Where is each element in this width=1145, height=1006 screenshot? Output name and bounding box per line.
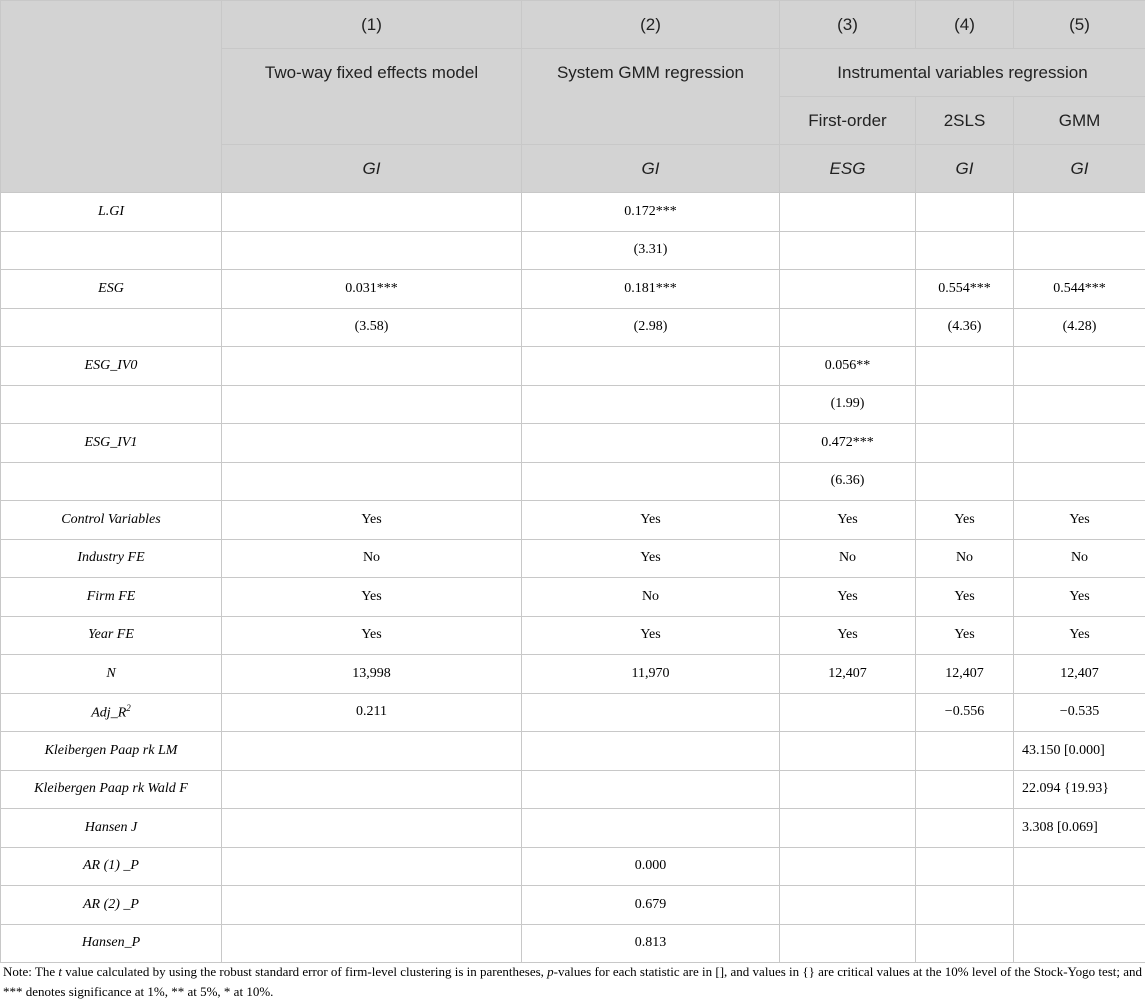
table-row (1, 655, 1145, 694)
row-label (1, 616, 222, 655)
note-mid: value calculated by using the robust standard error of firm-level clustering is in parentheses, (61, 964, 548, 979)
table-body (1, 193, 1145, 963)
cell-col-5 (1014, 462, 1145, 501)
cell-col-5 (1014, 424, 1145, 463)
cell-col-4 (916, 770, 1014, 809)
cell-col-4: No (916, 539, 1014, 578)
cell-col-1 (222, 809, 522, 848)
row-label-text: Industry FE (77, 550, 145, 566)
cell-col-2: 0.813 (522, 924, 780, 963)
table-row (1, 924, 1145, 963)
cell-col-1 (222, 462, 522, 501)
model-name-gmm: System GMM regression (522, 49, 780, 145)
table-row (1, 231, 1145, 270)
row-label (1, 193, 222, 232)
cell-col-3: 0.056** (780, 347, 916, 386)
col-number-4: (4) (916, 1, 1014, 49)
table-row (1, 693, 1145, 732)
cell-col-1: Yes (222, 578, 522, 617)
cell-col-2 (522, 347, 780, 386)
cell-col-4: 0.554*** (916, 270, 1014, 309)
row-label (1, 385, 222, 424)
row-label (1, 578, 222, 617)
cell-col-3 (780, 732, 916, 771)
iv-subhead-2sls: 2SLS (916, 97, 1014, 145)
cell-col-3: No (780, 539, 916, 578)
cell-col-2 (522, 809, 780, 848)
cell-col-4 (916, 809, 1014, 848)
row-label-text: ESG (98, 280, 124, 296)
cell-col-3 (780, 231, 916, 270)
cell-col-2: 0.679 (522, 886, 780, 925)
cell-col-2 (522, 385, 780, 424)
table-row (1, 732, 1145, 771)
row-label-text: Kleibergen Paap rk Wald F (34, 781, 188, 797)
row-label-text: ESG_IV0 (84, 357, 138, 373)
cell-col-1 (222, 886, 522, 925)
cell-col-2 (522, 462, 780, 501)
row-label (1, 655, 222, 694)
table-note (0, 962, 1144, 1002)
table-row (1, 308, 1145, 347)
col-number-2: (2) (522, 1, 780, 49)
cell-col-4: Yes (916, 578, 1014, 617)
row-label-text: Adj_R (91, 705, 127, 721)
row-label-text: AR (1) _P (83, 858, 139, 874)
cell-col-3: 0.472*** (780, 424, 916, 463)
row-label (1, 462, 222, 501)
cell-col-3 (780, 770, 916, 809)
row-label-text: Kleibergen Paap rk LM (44, 742, 178, 758)
row-label (1, 539, 222, 578)
cell-col-4 (916, 385, 1014, 424)
cell-col-3 (780, 924, 916, 963)
cell-col-3: 12,407 (780, 655, 916, 694)
cell-col-1 (222, 193, 522, 232)
col-number-3: (3) (780, 1, 916, 49)
row-label (1, 501, 222, 540)
cell-col-4 (916, 886, 1014, 925)
cell-col-1 (222, 924, 522, 963)
cell-col-5: (4.28) (1014, 308, 1145, 347)
row-label-text: Hansen_P (81, 935, 141, 951)
cell-col-1 (222, 770, 522, 809)
table-row (1, 886, 1145, 925)
row-label (1, 308, 222, 347)
row-label-text: ESG_IV1 (84, 434, 138, 450)
cell-col-5: Yes (1014, 501, 1145, 540)
cell-col-5: No (1014, 539, 1145, 578)
note-rest: -values for each statistic are in [], and values in {} are critical values at the 10% level of the Stock-Yogo test; and *** denotes significance at 1%, ** at 5%, * at 10%. (3, 964, 1143, 999)
row-label-text: N (106, 665, 116, 681)
cell-col-4: Yes (916, 616, 1014, 655)
cell-col-1: 0.211 (222, 693, 522, 732)
col-number-1: (1) (222, 1, 522, 49)
table-row (1, 270, 1145, 309)
row-label (1, 693, 222, 732)
cell-col-4 (916, 924, 1014, 963)
note-p-symbol: p (547, 964, 554, 979)
row-label (1, 847, 222, 886)
row-label-text: Control Variables (61, 511, 161, 527)
dep-var-2: GI (522, 145, 780, 193)
cell-col-1: 13,998 (222, 655, 522, 694)
table-row (1, 193, 1145, 232)
row-label (1, 347, 222, 386)
cell-col-5 (1014, 924, 1145, 963)
cell-col-2: Yes (522, 501, 780, 540)
cell-col-1 (222, 847, 522, 886)
cell-col-1 (222, 385, 522, 424)
table-row (1, 578, 1145, 617)
cell-col-5: 43.150 [0.000] (1014, 732, 1145, 771)
row-label (1, 770, 222, 809)
cell-col-2: 0.181*** (522, 270, 780, 309)
dep-var-3: ESG (780, 145, 916, 193)
cell-col-5: 22.094 {19.93} (1014, 770, 1145, 809)
table-row (1, 847, 1145, 886)
cell-col-2: (3.31) (522, 231, 780, 270)
row-label (1, 924, 222, 963)
cell-col-1: (3.58) (222, 308, 522, 347)
cell-col-2: No (522, 578, 780, 617)
cell-col-1 (222, 347, 522, 386)
table-row (1, 809, 1145, 848)
row-label-superscript: 2 (126, 702, 131, 713)
cell-col-2: 0.172*** (522, 193, 780, 232)
cell-col-1: No (222, 539, 522, 578)
dep-var-5: GI (1014, 145, 1145, 193)
cell-col-5: 3.308 [0.069] (1014, 809, 1145, 848)
cell-col-1 (222, 424, 522, 463)
cell-col-4: (4.36) (916, 308, 1014, 347)
cell-col-5 (1014, 847, 1145, 886)
cell-col-2: 0.000 (522, 847, 780, 886)
cell-col-2: Yes (522, 616, 780, 655)
cell-col-2 (522, 424, 780, 463)
cell-col-3 (780, 270, 916, 309)
cell-col-1 (222, 732, 522, 771)
row-label (1, 732, 222, 771)
cell-col-2: 11,970 (522, 655, 780, 694)
table-header (1, 1, 1145, 193)
row-label-text: AR (2) _P (83, 896, 139, 912)
cell-col-5 (1014, 385, 1145, 424)
cell-col-1 (222, 231, 522, 270)
header-row-column-numbers (1, 1, 1145, 49)
cell-col-3 (780, 847, 916, 886)
cell-col-4 (916, 193, 1014, 232)
table-row (1, 347, 1145, 386)
cell-col-5: Yes (1014, 578, 1145, 617)
cell-col-5: 0.544*** (1014, 270, 1145, 309)
dep-var-4: GI (916, 145, 1014, 193)
table-row (1, 539, 1145, 578)
row-label-text: Firm FE (86, 588, 136, 604)
cell-col-2 (522, 693, 780, 732)
table-row (1, 424, 1145, 463)
row-label (1, 424, 222, 463)
cell-col-4 (916, 231, 1014, 270)
cell-col-3 (780, 308, 916, 347)
table-row (1, 385, 1145, 424)
cell-col-2 (522, 732, 780, 771)
row-label (1, 809, 222, 848)
cell-col-2 (522, 770, 780, 809)
cell-col-4: Yes (916, 501, 1014, 540)
cell-col-3: Yes (780, 616, 916, 655)
cell-col-5 (1014, 886, 1145, 925)
cell-col-4: −0.556 (916, 693, 1014, 732)
cell-col-4 (916, 424, 1014, 463)
cell-col-2: (2.98) (522, 308, 780, 347)
cell-col-3 (780, 809, 916, 848)
model-name-fe: Two-way fixed effects model (222, 49, 522, 145)
row-label (1, 270, 222, 309)
iv-subhead-first-order: First-order (780, 97, 916, 145)
cell-col-4 (916, 732, 1014, 771)
cell-col-1: 0.031*** (222, 270, 522, 309)
table-row (1, 501, 1145, 540)
row-label (1, 886, 222, 925)
cell-col-1: Yes (222, 501, 522, 540)
cell-col-3: (6.36) (780, 462, 916, 501)
cell-col-5: 12,407 (1014, 655, 1145, 694)
table-row (1, 770, 1145, 809)
cell-col-3 (780, 193, 916, 232)
model-name-iv: Instrumental variables regression (780, 49, 1145, 97)
col-number-5: (5) (1014, 1, 1145, 49)
cell-col-5 (1014, 347, 1145, 386)
cell-col-4 (916, 347, 1014, 386)
row-label-text: Year FE (88, 627, 134, 643)
cell-col-1: Yes (222, 616, 522, 655)
row-label-text: Hansen J (84, 819, 138, 835)
table-row (1, 462, 1145, 501)
cell-col-5 (1014, 231, 1145, 270)
note-prefix: Note: The (3, 964, 59, 979)
cell-col-4 (916, 462, 1014, 501)
cell-col-4: 12,407 (916, 655, 1014, 694)
iv-subhead-gmm: GMM (1014, 97, 1145, 145)
cell-col-5 (1014, 193, 1145, 232)
cell-col-3: (1.99) (780, 385, 916, 424)
row-label-text: L.GI (97, 203, 125, 219)
header-corner-cell (1, 1, 222, 193)
cell-col-3: Yes (780, 501, 916, 540)
cell-col-3: Yes (780, 578, 916, 617)
cell-col-5: −0.535 (1014, 693, 1145, 732)
note-t-symbol: t (58, 964, 62, 979)
table-row (1, 616, 1145, 655)
cell-col-4 (916, 847, 1014, 886)
cell-col-2: Yes (522, 539, 780, 578)
row-label (1, 231, 222, 270)
cell-col-5: Yes (1014, 616, 1145, 655)
cell-col-3 (780, 886, 916, 925)
dep-var-1: GI (222, 145, 522, 193)
cell-col-3 (780, 693, 916, 732)
